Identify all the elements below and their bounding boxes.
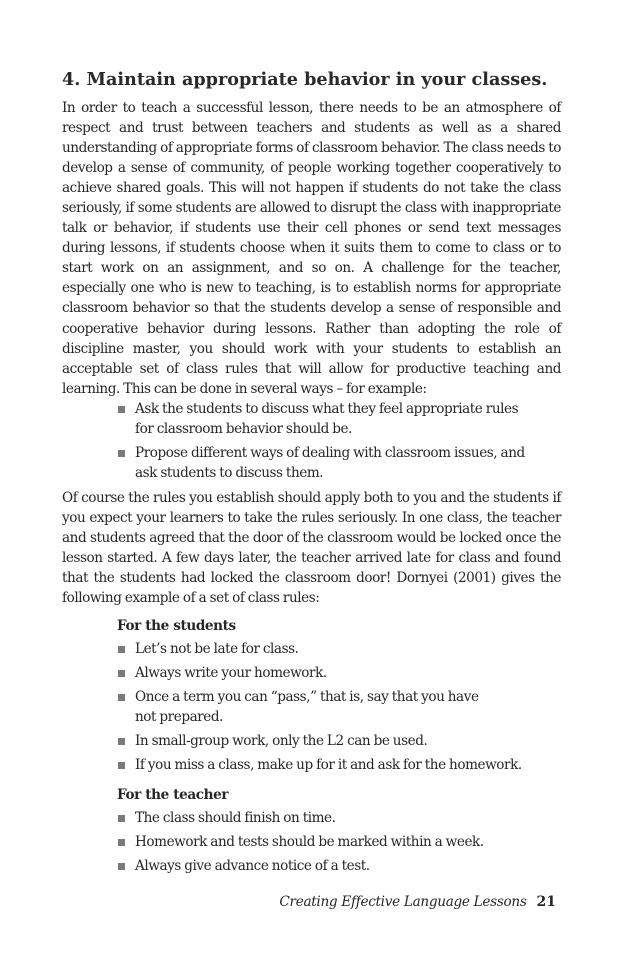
bullet-square-icon [118,762,125,769]
ways-list [62,399,561,483]
list-item: The class should finish on time. [117,808,525,828]
bullet-square-icon [118,863,125,870]
bullet-square-icon [118,738,125,745]
teacher-rules-title: For the teacher [117,786,229,803]
rules-paragraph: Of course the rules you establish should apply both to you and the students if you expect your learners to take the rules seriously. In one class, the teacher and students agreed that the door of the classroom would be locked once the lesson started. A few days later, the teacher arrived late for class and found that the students had locked the classroom door! Dornyei (2001) gives the following example of a set of class rules: [62,489,561,606]
list-item: Always give advance notice of a test. [117,856,525,876]
list-item: If you miss a class, make up for it and ask for the homework. [117,755,555,775]
section-heading: 4. Maintain appropriate behavior in your classes. [62,69,548,90]
bullet-square-icon [118,406,125,413]
list-item: Once a term you can “pass,” that is, say that you have not prepared. [117,687,480,727]
students-rules-list [62,639,561,775]
list-item: Always write your homework. [117,663,525,683]
list-item: Let’s not be late for class. [117,639,525,659]
list-item: Propose different ways of dealing with classroom issues, and ask students to discuss them. [117,443,525,483]
page-number: 21 [536,894,556,910]
bullet-square-icon [118,670,125,677]
bullet-square-icon [118,694,125,701]
list-item: Homework and tests should be marked within a week. [117,832,525,852]
page-body [62,68,561,880]
list-item: Ask the students to discuss what they feel appropriate rules for classroom behavior should be. [117,399,525,439]
bullet-square-icon [118,450,125,457]
book-title: Creating Effective Language Lessons [279,894,527,910]
bullet-square-icon [118,815,125,822]
intro-paragraph: In order to teach a successful lesson, there needs to be an atmosphere of respect and trust between teachers and students as well as a shared understanding of appropriate forms of classroom behavior. The class needs to develop a sense of community, of people working together cooperatively to achieve shared goals. This will not happen if students do not take the class seriously, if some students are allowed to disrupt the class with inappropriate talk or behavior, if students use their cell phones or send text messages during lessons, if students choose when it suits them to come to class or to start work on an assignment, and so on. A challenge for the teacher, especially one who is new to teaching, is to establish norms for appropriate classroom behavior so that the students develop a sense of responsible and cooperative behavior during lessons. Rather than adopting the role of discipline master, you should work with your students to establish an acceptable set of class rules that will allow for productive teaching and learning. This can be done in several ways – for example: [62,100,561,397]
page-footer [279,893,556,911]
bullet-square-icon [118,646,125,653]
teacher-rules-list [62,808,561,876]
bullet-square-icon [118,839,125,846]
list-item: In small-group work, only the L2 can be used. [117,731,525,751]
students-rules-title: For the students [117,617,236,634]
